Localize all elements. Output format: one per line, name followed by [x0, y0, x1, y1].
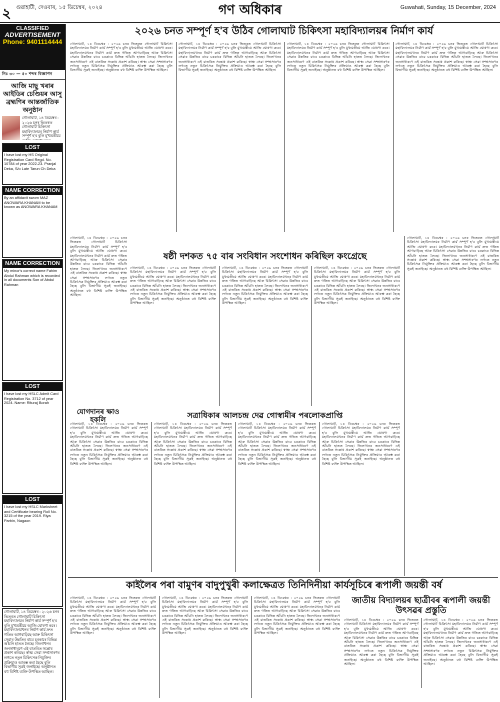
- bottom-story-column-1: গোলাঘাট, ১৪ ডিচেম্বৰ : ২০২৬ চনৰ ভিতৰত গোলাঘাট চিকিৎসা মহাবিদ্যালয়ৰ নিৰ্মাণ কাৰ্য সম্পূৰ্ণ হ'ব বুলি মুখ্যমন্ত্ৰীয়ে আজি ঘোষণা কৰে। মহাবিদ্যালয়খনৰ নিৰ্মাণ কাৰ্য দ্ৰুত গতিত আগবাঢ়িছে আৰু চিকিৎসা সেৱাৰ উন্নতিৰ বাবে চৰকাৰে বিভিন্ন আঁচনি হাতত লৈছে। জিলাখনৰ জনসাধাৰণে এই বাতৰিত সন্তোষ প্ৰকাশ কৰিছে। স্বাস্থ্য সেৱা সম্প্ৰসাৰণৰ লগতে নতুন চিকিৎসক নিযুক্তিৰ প্ৰক্ৰিয়াও আৰম্ভ কৰা হৈছে বুলি বিভাগীয় সূত্ৰই জনাইছে। অনুষ্ঠানত বহু বিশিষ্ট ব্যক্তি উপস্থিত আছিল।: [70, 596, 156, 636]
- lower-story-column-2: গোলাঘাট, ১৪ ডিচেম্বৰ : ২০২৬ চনৰ ভিতৰত গোলাঘাট চিকিৎসা মহাবিদ্যালয়ৰ নিৰ্মাণ কাৰ্য সম্পূৰ্ণ হ'ব বুলি মুখ্যমন্ত্ৰীয়ে আজি ঘোষণা কৰে। মহাবিদ্যালয়খনৰ নিৰ্মাণ কাৰ্য দ্ৰুত গতিত আগবাঢ়িছে আৰু চিকিৎসা সেৱাৰ উন্নতিৰ বাবে চৰকাৰে বিভিন্ন আঁচনি হাতত লৈছে। জিলাখনৰ জনসাধাৰণে এই বাতৰিত সন্তোষ প্ৰকাশ কৰিছে। স্বাস্থ্য সেৱা সম্প্ৰসাৰণৰ লগতে নতুন চিকিৎসক নিযুক্তিৰ প্ৰক্ৰিয়াও আৰম্ভ কৰা হৈছে বুলি বিভাগীয় সূত্ৰই জনাইছে। অনুষ্ঠানত বহু বিশিষ্ট ব্যক্তি উপস্থিত আছিল।: [151, 422, 232, 572]
- lower-story-body: [70, 422, 400, 572]
- top-story-column-4: গোলাঘাট, ১৪ ডিচেম্বৰ : ২০২৬ চনৰ ভিতৰত গোলাঘাট চিকিৎসা মহাবিদ্যালয়ৰ নিৰ্মাণ কাৰ্য সম্পূৰ্ণ হ'ব বুলি মুখ্যমন্ত্ৰীয়ে আজি ঘোষণা কৰে। মহাবিদ্যালয়খনৰ নিৰ্মাণ কাৰ্য দ্ৰুত গতিত আগবাঢ়িছে আৰু চিকিৎসা সেৱাৰ উন্নতিৰ বাবে চৰকাৰে বিভিন্ন আঁচনি হাতত লৈছে। জিলাখনৰ জনসাধাৰণে এই বাতৰিত সন্তোষ প্ৰকাশ কৰিছে। স্বাস্থ্য সেৱা সম্প্ৰসাৰণৰ লগতে নতুন চিকিৎসক নিযুক্তিৰ প্ৰক্ৰিয়াও আৰম্ভ কৰা হৈছে বুলি বিভাগীয় সূত্ৰই জনাইছে। অনুষ্ঠানত বহু বিশিষ্ট ব্যক্তি উপস্থিত আছিল।: [393, 42, 499, 232]
- right-bottom-story-headline: জাতীয় বিদ্যালয়ৰ ছাত্ৰীবৰ ৰূপালী জয়ন্তী উৎসৱৰ প্ৰস্তুতি: [351, 596, 491, 616]
- lost-title-2: LOST: [3, 383, 62, 391]
- top-story-body: [70, 42, 498, 232]
- right-bottom-column-1: গোলাঘাট, ১৪ ডিচেম্বৰ : ২০২৬ চনৰ ভিতৰত গোলাঘাট চিকিৎসা মহাবিদ্যালয়ৰ নিৰ্মাণ কাৰ্য সম্পূৰ্ণ হ'ব বুলি মুখ্যমন্ত্ৰীয়ে আজি ঘোষণা কৰে। মহাবিদ্যালয়খনৰ নিৰ্মাণ কাৰ্য দ্ৰুত গতিত আগবাঢ়িছে আৰু চিকিৎসা সেৱাৰ উন্নতিৰ বাবে চৰকাৰে বিভিন্ন আঁচনি হাতত লৈছে। জিলাখনৰ জনসাধাৰণে এই বাতৰিত সন্তোষ প্ৰকাশ কৰিছে। স্বাস্থ্য সেৱা সম্প্ৰসাৰণৰ লগতে নতুন চিকিৎসক নিযুক্তিৰ প্ৰক্ৰিয়াও আৰম্ভ কৰা হৈছে বুলি বিভাগীয় সূত্ৰই জনাইছে। অনুষ্ঠানত বহু বিশিষ্ট ব্যক্তি উপস্থিত আছিল।: [344, 618, 419, 667]
- top-story-column-3: গোলাঘাট, ১৪ ডিচেম্বৰ : ২০২৬ চনৰ ভিতৰত গোলাঘাট চিকিৎসা মহাবিদ্যালয়ৰ নিৰ্মাণ কাৰ্য সম্পূৰ্ণ হ'ব বুলি মুখ্যমন্ত্ৰীয়ে আজি ঘোষণা কৰে। মহাবিদ্যালয়খনৰ নিৰ্মাণ কাৰ্য দ্ৰুত গতিত আগবাঢ়িছে আৰু চিকিৎসা সেৱাৰ উন্নতিৰ বাবে চৰকাৰে বিভিন্ন আঁচনি হাতত লৈছে। জিলাখনৰ জনসাধাৰণে এই বাতৰিত সন্তোষ প্ৰকাশ কৰিছে। স্বাস্থ্য সেৱা সম্প্ৰসাৰণৰ লগতে নতুন চিকিৎসক নিযুক্তিৰ প্ৰক্ৰিয়াও আৰম্ভ কৰা হৈছে বুলি বিভাগীয় সূত্ৰই জনাইছে। অনুষ্ঠানত বহু বিশিষ্ট ব্যক্তি উপস্থিত আছিল।: [284, 42, 390, 232]
- page-header: [0, 0, 500, 23]
- lost-title-3: LOST: [3, 496, 62, 504]
- lost-text-3: I have lost my HSLC Marksheet and Certificate bearing Roll No. 3215 of the year 2019. Riya Parbin, Nagaon: [4, 505, 58, 523]
- right-bottom-column-2: গোলাঘাট, ১৪ ডিচেম্বৰ : ২০২৬ চনৰ ভিতৰত গোলাঘাট চিকিৎসা মহাবিদ্যালয়ৰ নিৰ্মাণ কাৰ্য সম্পূৰ্ণ হ'ব বুলি মুখ্যমন্ত্ৰীয়ে আজি ঘোষণা কৰে। মহাবিদ্যালয়খনৰ নিৰ্মাণ কাৰ্য দ্ৰুত গতিত আগবাঢ়িছে আৰু চিকিৎসা সেৱাৰ উন্নতিৰ বাবে চৰকাৰে বিভিন্ন আঁচনি হাতত লৈছে। জিলাখনৰ জনসাধাৰণে এই বাতৰিত সন্তোষ প্ৰকাশ কৰিছে। স্বাস্থ্য সেৱা সম্প্ৰসাৰণৰ লগতে নতুন চিকিৎসক নিযুক্তিৰ প্ৰক্ৰিয়াও আৰম্ভ কৰা হৈছে বুলি বিভাগীয় সূত্ৰই জনাইছে। অনুষ্ঠানত বহু বিশিষ্ট ব্যক্তি উপস্থিত আছিল।: [421, 618, 499, 688]
- top-story-column-2: গোলাঘাট, ১৪ ডিচেম্বৰ : ২০২৬ চনৰ ভিতৰত গোলাঘাট চিকিৎসা মহাবিদ্যালয়ৰ নিৰ্মাণ কাৰ্য সম্পূৰ্ণ হ'ব বুলি মুখ্যমন্ত্ৰীয়ে আজি ঘোষণা কৰে। মহাবিদ্যালয়খনৰ নিৰ্মাণ কাৰ্য দ্ৰুত গতিত আগবাঢ়িছে আৰু চিকিৎসা সেৱাৰ উন্নতিৰ বাবে চৰকাৰে বিভিন্ন আঁচনি হাতত লৈছে। জিলাখনৰ জনসাধাৰণে এই বাতৰিত সন্তোষ প্ৰকাশ কৰিছে। স্বাস্থ্য সেৱা সম্প্ৰসাৰণৰ লগতে নতুন চিকিৎসক নিযুক্তিৰ প্ৰক্ৰিয়াও আৰম্ভ কৰা হৈছে বুলি বিভাগীয় সূত্ৰই জনাইছে। অনুষ্ঠানত বহু বিশিষ্ট ব্যক্তি উপস্থিত আছিল।: [176, 42, 282, 232]
- classified-banner: [0, 24, 65, 70]
- obituary-headline: আজি মাছু খৰাৰ আইডিৰ চেণ্ডিয়ৰ আসু ব্ৰহ্মণিৰ আন্তৰ্জাতিক অনুষ্ঠান: [3, 82, 62, 114]
- classified-notice: গোলাঘাট, ১৪ ডিচেম্বৰ : ২০২৬ চনৰ ভিতৰত গোলাঘাট চিকিৎসা মহাবিদ্যালয়ৰ নিৰ্মাণ কাৰ্য সম্পূৰ্ণ হ'ব বুলি মুখ্যমন্ত্ৰীয়ে আজি ঘোষণা কৰে। মহাবিদ্যালয়খনৰ নিৰ্মাণ কাৰ্য দ্ৰুত গতিত আগবাঢ়িছে আৰু চিকিৎসা সেৱাৰ উন্নতিৰ বাবে চৰকাৰে বিভিন্ন আঁচনি হাতত লৈছে। জিলাখনৰ জনসাধাৰণে এই বাতৰিত সন্তোষ প্ৰকাশ কৰিছে। স্বাস্থ্য সেৱা সম্প্ৰসাৰণৰ লগতে নতুন চিকিৎসক নিযুক্তিৰ প্ৰক্ৰিয়াও আৰম্ভ কৰা হৈছে বুলি বিভাগীয় সূত্ৰই জনাইছে। অনুষ্ঠানত বহু বিশিষ্ট ব্যক্তি উপস্থিত আছিল।: [4, 610, 60, 674]
- mid-story-body: [130, 266, 400, 406]
- lower-story-headline: সত্ৰাধিকাৰ আলচন্দ্ৰ দেৱ গোস্বামীৰ পৰলোকপ্ৰাপ্তি: [187, 410, 343, 420]
- mid-story-headline: ষষ্ঠী দশকত ৭৫ বাৰ সংবিধান সংশোধন কৰিছিল কংগ্ৰেছে: [163, 252, 367, 262]
- classified-column: [0, 24, 66, 700]
- page-number: ২: [2, 5, 12, 21]
- lost-title-1: LOST: [3, 144, 62, 152]
- classified-tagline: নিঃ ৩০ — ৫০ শব্দৰ বিজ্ঞাপন: [2, 71, 53, 76]
- lower-story-column-4: গোলাঘাট, ১৪ ডিচেম্বৰ : ২০২৬ চনৰ ভিতৰত গোলাঘাট চিকিৎসা মহাবিদ্যালয়ৰ নিৰ্মাণ কাৰ্য সম্পূৰ্ণ হ'ব বুলি মুখ্যমন্ত্ৰীয়ে আজি ঘোষণা কৰে। মহাবিদ্যালয়খনৰ নিৰ্মাণ কাৰ্য দ্ৰুত গতিত আগবাঢ়িছে আৰু চিকিৎসা সেৱাৰ উন্নতিৰ বাবে চৰকাৰে বিভিন্ন আঁচনি হাতত লৈছে। জিলাখনৰ জনসাধাৰণে এই বাতৰিত সন্তোষ প্ৰকাশ কৰিছে। স্বাস্থ্য সেৱা সম্প্ৰসাৰণৰ লগতে নতুন চিকিৎসক নিযুক্তিৰ প্ৰক্ৰিয়াও আৰম্ভ কৰা হৈছে বুলি বিভাগীয় সূত্ৰই জনাইছে। অনুষ্ঠানত বহু বিশিষ্ট ব্যক্তি উপস্থিত আছিল।: [319, 422, 400, 572]
- name-correction-title-1: NAME CORRECTION: [3, 187, 62, 195]
- right-bottom-story: [344, 596, 498, 698]
- header-date-right: Guwahati, Sunday, 15 December, 2024: [400, 5, 496, 11]
- mid-story-column-3: গোলাঘাট, ১৪ ডিচেম্বৰ : ২০২৬ চনৰ ভিতৰত গোলাঘাট চিকিৎসা মহাবিদ্যালয়ৰ নিৰ্মাণ কাৰ্য সম্পূৰ্ণ হ'ব বুলি মুখ্যমন্ত্ৰীয়ে আজি ঘোষণা কৰে। মহাবিদ্যালয়খনৰ নিৰ্মাণ কাৰ্য দ্ৰুত গতিত আগবাঢ়িছে আৰু চিকিৎসা সেৱাৰ উন্নতিৰ বাবে চৰকাৰে বিভিন্ন আঁচনি হাতত লৈছে। জিলাখনৰ জনসাধাৰণে এই বাতৰিত সন্তোষ প্ৰকাশ কৰিছে। স্বাস্থ্য সেৱা সম্প্ৰসাৰণৰ লগতে নতুন চিকিৎসক নিযুক্তিৰ প্ৰক্ৰিয়াও আৰম্ভ কৰা হৈছে বুলি বিভাগীয় সূত্ৰই জনাইছে। অনুষ্ঠানত বহু বিশিষ্ট ব্যক্তি উপস্থিত আছিল।: [311, 266, 400, 406]
- classified-phone: Phone: 9401114444: [2, 39, 63, 46]
- bottom-story-column-2: গোলাঘাট, ১৪ ডিচেম্বৰ : ২০২৬ চনৰ ভিতৰত গোলাঘাট চিকিৎসা মহাবিদ্যালয়ৰ নিৰ্মাণ কাৰ্য সম্পূৰ্ণ হ'ব বুলি মুখ্যমন্ত্ৰীয়ে আজি ঘোষণা কৰে। মহাবিদ্যালয়খনৰ নিৰ্মাণ কাৰ্য দ্ৰুত গতিত আগবাঢ়িছে আৰু চিকিৎসা সেৱাৰ উন্নতিৰ বাবে চৰকাৰে বিভিন্ন আঁচনি হাতত লৈছে। জিলাখনৰ জনসাধাৰণে এই বাতৰিত সন্তোষ প্ৰকাশ কৰিছে। স্বাস্থ্য সেৱা সম্প্ৰসাৰণৰ লগতে নতুন চিকিৎসক নিযুক্তিৰ প্ৰক্ৰিয়াও আৰম্ভ কৰা হৈছে বুলি বিভাগীয় সূত্ৰই জনাইছে। অনুষ্ঠানত বহু বিশিষ্ট ব্যক্তি উপস্থিত আছিল।: [159, 596, 248, 698]
- lower-story-column-3: গোলাঘাট, ১৪ ডিচেম্বৰ : ২০২৬ চনৰ ভিতৰত গোলাঘাট চিকিৎসা মহাবিদ্যালয়ৰ নিৰ্মাণ কাৰ্য সম্পূৰ্ণ হ'ব বুলি মুখ্যমন্ত্ৰীয়ে আজি ঘোষণা কৰে। মহাবিদ্যালয়খনৰ নিৰ্মাণ কাৰ্য দ্ৰুত গতিত আগবাঢ়িছে আৰু চিকিৎসা সেৱাৰ উন্নতিৰ বাবে চৰকাৰে বিভিন্ন আঁচনি হাতত লৈছে। জিলাখনৰ জনসাধাৰণে এই বাতৰিত সন্তোষ প্ৰকাশ কৰিছে। স্বাস্থ্য সেৱা সম্প্ৰসাৰণৰ লগতে নতুন চিকিৎসক নিযুক্তিৰ প্ৰক্ৰিয়াও আৰম্ভ কৰা হৈছে বুলি বিভাগীয় সূত্ৰই জনাইছে। অনুষ্ঠানত বহু বিশিষ্ট ব্যক্তি উপস্থিত আছিল।: [235, 422, 316, 572]
- classified-label: CLASSIFIED: [16, 26, 49, 32]
- lower-story-column-1: গোলাঘাট, ১৪ ডিচেম্বৰ : ২০২৬ চনৰ ভিতৰত গোলাঘাট চিকিৎসা মহাবিদ্যালয়ৰ নিৰ্মাণ কাৰ্য সম্পূৰ্ণ হ'ব বুলি মুখ্যমন্ত্ৰীয়ে আজি ঘোষণা কৰে। মহাবিদ্যালয়খনৰ নিৰ্মাণ কাৰ্য দ্ৰুত গতিত আগবাঢ়িছে আৰু চিকিৎসা সেৱাৰ উন্নতিৰ বাবে চৰকাৰে বিভিন্ন আঁচনি হাতত লৈছে। জিলাখনৰ জনসাধাৰণে এই বাতৰিত সন্তোষ প্ৰকাশ কৰিছে। স্বাস্থ্য সেৱা সম্প্ৰসাৰণৰ লগতে নতুন চিকিৎসক নিযুক্তিৰ প্ৰক্ৰিয়াও আৰম্ভ কৰা হৈছে বুলি বিভাগীয় সূত্ৰই জনাইছে। অনুষ্ঠানত বহু বিশিষ্ট ব্যক্তি উপস্থিত আছিল।: [70, 422, 148, 466]
- name-correction-text-1: By an affidavit sworn MAZ ANOWARA KHANAM to be known as ANOWARA KHANAM: [4, 196, 58, 210]
- right-story-body: গোলাঘাট, ১৪ ডিচেম্বৰ : ২০২৬ চনৰ ভিতৰত গোলাঘাট চিকিৎসা মহাবিদ্যালয়ৰ নিৰ্মাণ কাৰ্য সম্পূৰ্ণ হ'ব বুলি মুখ্যমন্ত্ৰীয়ে আজি ঘোষণা কৰে। মহাবিদ্যালয়খনৰ নিৰ্মাণ কাৰ্য দ্ৰুত গতিত আগবাঢ়িছে আৰু চিকিৎসা সেৱাৰ উন্নতিৰ বাবে চৰকাৰে বিভিন্ন আঁচনি হাতত লৈছে। জিলাখনৰ জনসাধাৰণে এই বাতৰিত সন্তোষ প্ৰকাশ কৰিছে। স্বাস্থ্য সেৱা সম্প্ৰসাৰণৰ লগতে নতুন চিকিৎসক নিযুক্তিৰ প্ৰক্ৰিয়াও আৰম্ভ কৰা হৈছে বুলি বিভাগীয় সূত্ৰই জনাইছে। অনুষ্ঠানত বহু বিশিষ্ট ব্যক্তি উপস্থিত আছিল।: [404, 236, 499, 576]
- small-ad-headline: যোগদানৰ ক্ষাও হকলি: [76, 407, 120, 424]
- bottom-story-column-3: গোলাঘাট, ১৪ ডিচেম্বৰ : ২০২৬ চনৰ ভিতৰত গোলাঘাট চিকিৎসা মহাবিদ্যালয়ৰ নিৰ্মাণ কাৰ্য সম্পূৰ্ণ হ'ব বুলি মুখ্যমন্ত্ৰীয়ে আজি ঘোষণা কৰে। মহাবিদ্যালয়খনৰ নিৰ্মাণ কাৰ্য দ্ৰুত গতিত আগবাঢ়িছে আৰু চিকিৎসা সেৱাৰ উন্নতিৰ বাবে চৰকাৰে বিভিন্ন আঁচনি হাতত লৈছে। জিলাখনৰ জনসাধাৰণে এই বাতৰিত সন্তোষ প্ৰকাশ কৰিছে। স্বাস্থ্য সেৱা সম্প্ৰসাৰণৰ লগতে নতুন চিকিৎসক নিযুক্তিৰ প্ৰক্ৰিয়াও আৰম্ভ কৰা হৈছে বুলি বিভাগীয় সূত্ৰই জনাইছে। অনুষ্ঠানত বহু বিশিষ্ট ব্যক্তি উপস্থিত আছিল।: [251, 596, 340, 698]
- advertisement-label: ADVERTISEMENT: [4, 32, 61, 39]
- side-story-body: গোলাঘাট, ১৪ ডিচেম্বৰ : ২০২৬ চনৰ ভিতৰত গোলাঘাট চিকিৎসা মহাবিদ্যালয়ৰ নিৰ্মাণ কাৰ্য সম্পূৰ্ণ হ'ব বুলি মুখ্যমন্ত্ৰীয়ে আজি ঘোষণা কৰে। মহাবিদ্যালয়খনৰ নিৰ্মাণ কাৰ্য দ্ৰুত গতিত আগবাঢ়িছে আৰু চিকিৎসা সেৱাৰ উন্নতিৰ বাবে চৰকাৰে বিভিন্ন আঁচনি হাতত লৈছে। জিলাখনৰ জনসাধাৰণে এই বাতৰিত সন্তোষ প্ৰকাশ কৰিছে। স্বাস্থ্য সেৱা সম্প্ৰসাৰণৰ লগতে নতুন চিকিৎসক নিযুক্তিৰ প্ৰক্ৰিয়াও আৰম্ভ কৰা হৈছে বুলি বিভাগীয় সূত্ৰই জনাইছে। অনুষ্ঠানত বহু বিশিষ্ট ব্যক্তি উপস্থিত আছিল।: [70, 236, 127, 298]
- lost-text-2: I have lost my HSLC Admit Card Registration No. 3712 of year 2024. Name: Rituraj Borah: [4, 392, 59, 406]
- name-correction-title-2: NAME CORRECTION: [3, 260, 62, 268]
- lost-text-1: I have lost my HS Original Registration Card Regd. No. 10784 of year 2022-23. Pranjal Deka, S/o Late Tarun Ch Deka: [4, 153, 57, 171]
- obituary-photo: [2, 116, 20, 140]
- top-story-column-1: গোলাঘাট, ১৪ ডিচেম্বৰ : ২০২৬ চনৰ ভিতৰত গোলাঘাট চিকিৎসা মহাবিদ্যালয়ৰ নিৰ্মাণ কাৰ্য সম্পূৰ্ণ হ'ব বুলি মুখ্যমন্ত্ৰীয়ে আজি ঘোষণা কৰে। মহাবিদ্যালয়খনৰ নিৰ্মাণ কাৰ্য দ্ৰুত গতিত আগবাঢ়িছে আৰু চিকিৎসা সেৱাৰ উন্নতিৰ বাবে চৰকাৰে বিভিন্ন আঁচনি হাতত লৈছে। জিলাখনৰ জনসাধাৰণে এই বাতৰিত সন্তোষ প্ৰকাশ কৰিছে। স্বাস্থ্য সেৱা সম্প্ৰসাৰণৰ লগতে নতুন চিকিৎসক নিযুক্তিৰ প্ৰক্ৰিয়াও আৰম্ভ কৰা হৈছে বুলি বিভাগীয় সূত্ৰই জনাইছে। অনুষ্ঠানত বহু বিশিষ্ট ব্যক্তি উপস্থিত আছিল।: [70, 42, 173, 73]
- mid-story-column-2: গোলাঘাট, ১৪ ডিচেম্বৰ : ২০২৬ চনৰ ভিতৰত গোলাঘাট চিকিৎসা মহাবিদ্যালয়ৰ নিৰ্মাণ কাৰ্য সম্পূৰ্ণ হ'ব বুলি মুখ্যমন্ত্ৰীয়ে আজি ঘোষণা কৰে। মহাবিদ্যালয়খনৰ নিৰ্মাণ কাৰ্য দ্ৰুত গতিত আগবাঢ়িছে আৰু চিকিৎসা সেৱাৰ উন্নতিৰ বাবে চৰকাৰে বিভিন্ন আঁচনি হাতত লৈছে। জিলাখনৰ জনসাধাৰণে এই বাতৰিত সন্তোষ প্ৰকাশ কৰিছে। স্বাস্থ্য সেৱা সম্প্ৰসাৰণৰ লগতে নতুন চিকিৎসক নিযুক্তিৰ প্ৰক্ৰিয়াও আৰম্ভ কৰা হৈছে বুলি বিভাগীয় সূত্ৰই জনাইছে। অনুষ্ঠানত বহু বিশিষ্ট ব্যক্তি উপস্থিত আছিল।: [219, 266, 308, 406]
- name-correction-text-2: My minor's correct name Fahim Abdul Rahman which is recorded in all documents Son of Abdul Rahman: [4, 269, 60, 287]
- obituary-text: গোলাঘাট, ১৪ ডিচেম্বৰ : ২০২৬ চনৰ ভিতৰত গোলাঘাট চিকিৎসা মহাবিদ্যালয়ৰ নিৰ্মাণ কাৰ্য সম্পূৰ্ণ হ'ব বুলি মুখ্যমন্ত্ৰীয়ে: [22, 116, 61, 139]
- header-date-left: গুৱাহাটী, দেওবাৰ, ১৫ ডিচেম্বৰ, ২০২৪: [16, 5, 103, 11]
- mid-story-column-1: গোলাঘাট, ১৪ ডিচেম্বৰ : ২০২৬ চনৰ ভিতৰত গোলাঘাট চিকিৎসা মহাবিদ্যালয়ৰ নিৰ্মাণ কাৰ্য সম্পূৰ্ণ হ'ব বুলি মুখ্যমন্ত্ৰীয়ে আজি ঘোষণা কৰে। মহাবিদ্যালয়খনৰ নিৰ্মাণ কাৰ্য দ্ৰুত গতিত আগবাঢ়িছে আৰু চিকিৎসা সেৱাৰ উন্নতিৰ বাবে চৰকাৰে বিভিন্ন আঁচনি হাতত লৈছে। জিলাখনৰ জনসাধাৰণে এই বাতৰিত সন্তোষ প্ৰকাশ কৰিছে। স্বাস্থ্য সেৱা সম্প্ৰসাৰণৰ লগতে নতুন চিকিৎসক নিযুক্তিৰ প্ৰক্ৰিয়াও আৰম্ভ কৰা হৈছে বুলি বিভাগীয় সূত্ৰই জনাইছে। অনুষ্ঠানত বহু বিশিষ্ট ব্যক্তি উপস্থিত আছিল।: [130, 266, 216, 306]
- top-story-headline: ২০২৬ চনত সম্পূৰ্ণ হ'ব উঠিব গোলাঘাট চিকিৎসা মহাবিদ্যালয়ৰ নিৰ্মাণ কাৰ্য: [134, 26, 434, 37]
- bottom-story-body: [70, 596, 340, 698]
- newspaper-masthead: গণ অধিকাৰ: [218, 3, 282, 18]
- bottom-story-headline: কাইলৈৰ পৰা বামুণৰ বাদুপুখুৰী কলাক্ষেত্ৰত তিনিদিনীয়া কাৰ্যসূচিৰে ৰূপালী জয়ন্তী বৰ্ষ: [125, 580, 443, 591]
